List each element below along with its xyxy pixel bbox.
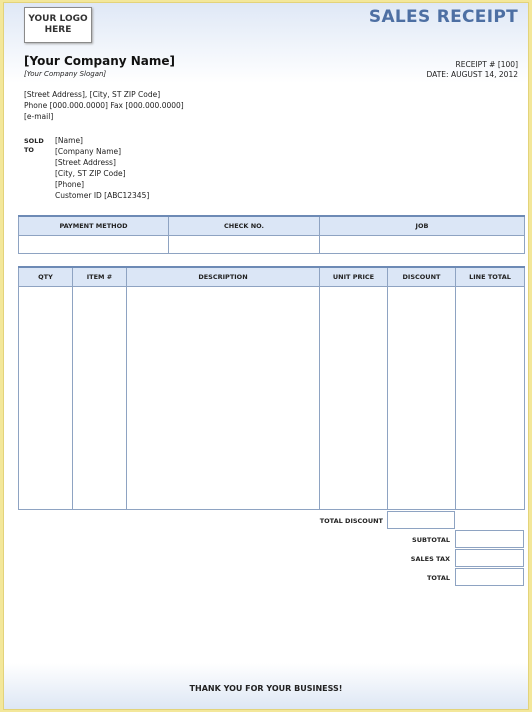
subtotal-row: [18, 530, 524, 549]
line-total-column[interactable]: [456, 287, 525, 510]
logo-placeholder: YOUR LOGO HERE: [24, 7, 92, 43]
sales-tax-label: SALES TAX: [410, 555, 450, 563]
company-slogan: [Your Company Slogan]: [24, 70, 107, 78]
customer-street: [Street Address]: [55, 158, 116, 167]
company-address: [24, 89, 184, 122]
receipt-meta: [427, 60, 518, 80]
description-column[interactable]: [127, 287, 320, 510]
customer-name: [Name]: [55, 136, 83, 145]
total-label: TOTAL: [426, 574, 450, 582]
sold-to-label: [24, 137, 44, 155]
unit-price-column[interactable]: [320, 287, 388, 510]
sold-to-block: [55, 135, 149, 201]
check-no-cell[interactable]: [169, 236, 320, 254]
qty-header: QTY: [19, 267, 73, 287]
receipt-date: DATE: AUGUST 14, 2012: [426, 70, 518, 79]
document-title: SALES RECEIPT: [368, 7, 518, 27]
company-name: [Your Company Name]: [24, 54, 176, 68]
discount-header: DISCOUNT: [388, 267, 456, 287]
phone-fax-line: Phone [000.000.0000] Fax [000.000.0000]: [24, 101, 184, 110]
item-number-header: ITEM #: [73, 267, 127, 287]
thank-you-message: THANK YOU FOR YOUR BUSINESS!: [189, 684, 343, 693]
receipt-number: RECEIPT # [100]: [455, 60, 518, 69]
payment-method-cell[interactable]: [19, 236, 169, 254]
description-header: DESCRIPTION: [127, 267, 320, 287]
total-discount-label: TOTAL DISCOUNT: [319, 517, 383, 525]
qty-column[interactable]: [19, 287, 73, 510]
total-field[interactable]: [455, 568, 524, 586]
payment-table: [18, 215, 525, 254]
sales-tax-row: [18, 549, 524, 568]
sales-tax-field[interactable]: [455, 549, 524, 567]
job-cell[interactable]: [320, 236, 525, 254]
unit-price-header: UNIT PRICE: [320, 267, 388, 287]
payment-method-header: PAYMENT METHOD: [19, 216, 169, 236]
subtotal-label: SUBTOTAL: [412, 536, 450, 544]
job-header: JOB: [320, 216, 525, 236]
total-discount-row: [18, 511, 524, 530]
total-row: [18, 568, 524, 587]
check-no-header: CHECK NO.: [169, 216, 320, 236]
item-number-column[interactable]: [73, 287, 127, 510]
customer-id: Customer ID [ABC12345]: [55, 191, 150, 200]
discount-column[interactable]: [388, 287, 456, 510]
to-label: TO: [24, 146, 34, 154]
subtotal-field[interactable]: [455, 530, 524, 548]
customer-phone: [Phone]: [55, 180, 85, 189]
address-line: [Street Address], [City, ST ZIP Code]: [24, 90, 161, 99]
line-items-table: [18, 266, 525, 510]
customer-city: [City, ST ZIP Code]: [55, 169, 126, 178]
receipt-page: [3, 2, 529, 710]
line-total-header: LINE TOTAL: [456, 267, 525, 287]
customer-company: [Company Name]: [55, 147, 122, 156]
total-discount-field[interactable]: [387, 511, 455, 529]
email-line: [e-mail]: [24, 112, 54, 121]
sold-label: SOLD: [24, 137, 44, 145]
